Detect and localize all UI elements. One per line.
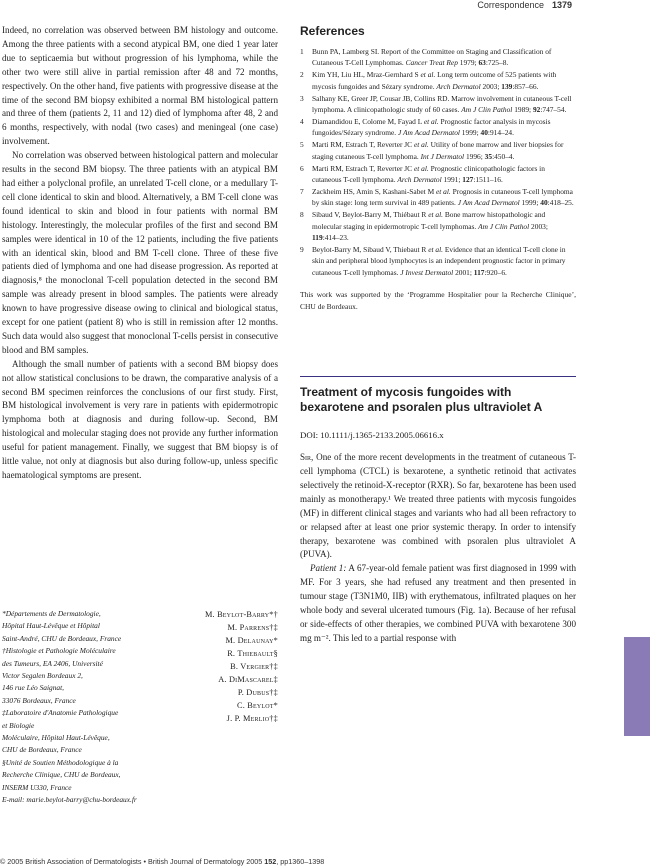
reference-pages: :414–23. [322, 233, 349, 242]
author-name: B. Vergier†‡ [230, 662, 278, 671]
reference-item [300, 244, 576, 278]
reference-etal: et al. [436, 186, 451, 196]
author-name: P. Dubus†‡ [237, 688, 278, 697]
patient-label: Patient 1: [310, 563, 347, 574]
reference-number: 2 [300, 70, 304, 80]
affiliation-line: Saint-André, CHU de Bordeaux, France [2, 633, 122, 643]
reference-number: 7 [300, 186, 304, 196]
reference-pages: :450–4. [492, 151, 515, 161]
footer-volume: 152 [264, 857, 277, 866]
reference-etal: et al. [413, 140, 429, 150]
reference-volume: 35 [484, 151, 493, 161]
reference-year: 1999; [461, 128, 479, 138]
reference-item [300, 139, 576, 162]
author-name: M. Beylot-Barry*† [204, 610, 278, 619]
affiliation-line: *Départements de Dermatologie, [2, 609, 101, 618]
reference-number: 3 [300, 93, 304, 103]
reference-year: 2003; [531, 221, 548, 231]
reference-authors: Beylot-Barry M, Sibaud V, Thiebaut R [312, 244, 427, 254]
reference-year: 1996; [465, 151, 483, 161]
right-column [300, 24, 576, 646]
reference-authors: Marti RM, Estrach T, Reverter JC [312, 163, 413, 173]
reference-journal: J Invest Dermatol [400, 267, 454, 277]
reference-item [300, 163, 576, 186]
header-section: Correspondence [477, 0, 544, 10]
reference-journal: Cancer Treat Rep [405, 58, 458, 68]
reference-etal: et al. [420, 70, 436, 80]
reference-authors: Sibaud V, Beylot-Barry M, Thiébaut R [312, 210, 427, 220]
body-paragraph: Although the small number of patients with a second BM biopsy does not allow statistical conclusions to be drawn, the comparative analysis of a second BM specimen reinforces the conclusions of our first study. First, BM histological involvement is very rare in patients with epidermotropic lymphoma both at diagnosis and during follow-up. Second, BM histological and molecular staging does not provide any further information useful for patient management. Finally, we suggest that BM biopsy is of little value, not only at diagnosis but also during follow-up, unless specific haematological symptoms are present. [2, 358, 278, 480]
affiliation-line: Hôpital Haut-Lévêque et Hôpital [2, 621, 100, 631]
reference-item [300, 209, 576, 243]
affiliation-line: des Tumeurs, EA 2406, Université [2, 658, 103, 668]
reference-etal: et al. [428, 210, 443, 220]
author-name: J. P. Merlio†‡ [226, 714, 278, 723]
section-tab-marker [624, 637, 650, 736]
reference-number: 4 [300, 116, 304, 126]
reference-number: 5 [300, 140, 304, 150]
reference-journal: Arch Dermatol [397, 174, 442, 184]
footer-pages: , pp1360–1398 [276, 857, 325, 866]
author-list [205, 608, 278, 725]
reference-journal: Arch Dermatol [436, 81, 481, 91]
reference-title: Long term outcome of 525 patients with mycosis fungoides and Sézary syndrome. [312, 70, 557, 91]
salutation: Sir, [300, 452, 314, 463]
reference-volume: 117 [473, 267, 485, 277]
reference-authors: Kim YH, Liu HL, Mraz-Gernhard S [312, 70, 419, 80]
author-name: C. Beylot* [236, 701, 278, 710]
funding-note: This work was supported by the ‘Programme Hospitalier pour la Recherche Clinique’, CHU de Bordeaux. [300, 290, 576, 312]
reference-authors: Zackheim HS, Amin S, Kashani-Sabet M [312, 186, 435, 196]
reference-item [300, 46, 576, 69]
reference-etal: et al. [428, 244, 443, 254]
author-name: M. Delaunay* [225, 636, 278, 645]
reference-volume: 92 [532, 105, 541, 115]
body-paragraph: Indeed, no correlation was observed between BM histology and outcome. Among the three patients with a second atypical BM, one died 1 year later due to septicaemia but without progression of his lymphoma, while the other two were still alive in partial remission after 48 and 72 months, respectively. On the other hand, five patients with progressive disease at the time of the second BM biopsy exhibited a normal BM histological pattern and three of them (patients 2, 11 and 12) died of lymphoma after 48, 2 and 6 months, respectively, with nodal (two cases) and meningeal (one case) involvement. [2, 25, 278, 147]
article-text: A 67-year-old female patient was first diagnosed in 1999 with MF. For 3 years, she had refused any treatment and then presented in tumour stage (T3N1M0, IIB) with erythematous, infiltrated plaques on her whole body and several ulcerated tumours (Fig. 1a). Because of her refusal or side-effects of other therapies, we combined PUVA with bexarotene 300 mg m⁻². This led to a partial response with [300, 563, 576, 643]
reference-volume: 139 [501, 81, 513, 91]
reference-authors: Diamandidou E, Colome M, Fayad L [312, 116, 422, 126]
reference-authors: Salhany KE, Greer JP, Cousar JB, Collins RD. Marrow involvement in cutaneous T-cell lymphoma. A clinicopathologic study of 60 cases. [312, 93, 572, 115]
reference-number: 1 [300, 47, 304, 56]
reference-title: Prognostic factor analysis in mycosis fungoides/Sézary syndrome. [312, 116, 551, 138]
reference-volume: 40 [540, 198, 548, 208]
reference-volume: 40 [480, 128, 488, 138]
reference-pages: :857–66. [512, 81, 539, 91]
reference-item [300, 186, 576, 209]
references-heading: References [300, 24, 365, 38]
article-text: One of the more recent developments in the treatment of cutaneous T-cell lymphoma (CTCL) is bexarotene, a synthetic retinoid that activates selectively the retinoid-X-receptor (RXR). So far, bexarotene has been used mainly as monotherapy.¹ We treated three patients with mycosis fungoides (MF) in different clinical stages and variants who had all been refractory to or relapsed after at least one prior systemic therapy. In order to intensify therapy, bexarotene was combined with psoralen plus ultraviolet A (PUVA). [300, 452, 576, 560]
affiliation-line: 33076 Bordeaux, France [2, 695, 76, 705]
affiliation-line: §Unité de Soutien Méthodologique à la [2, 757, 119, 767]
body-paragraph: No correlation was observed between histological pattern and molecular results in the second BM biopsy. The three patients with an atypical BM had either a polyclonal profile, an unrelated T-cell clone, or a medullary T-cell clone identical to skin and blood. Alternatively, a BM T-cell clone was found identical to skin and blood in four patients with normal BM histology. Interestingly, the molecular profiles of the first and second BM samples were identical in 10 of the 12 patients, including the five patients with an identical skin, blood and BM T-cell clone. Three of these five patients died of lymphoma and one had disease progression. As reported at diagnosis,⁸ the monoclonal T-cell population detected in the second BM sample was already present in blood samples. The patients were already known to have progressive disease owing to clinical and biological status, except for one patient (patient 8) who is still in remission after 12 months. Such data would also suggest that monoclonal T-cells persist in consecutive blood and BM samples. [2, 150, 278, 355]
affiliation-line: 146 rue Léo Saignat, [2, 683, 64, 693]
reference-year: 1979; [459, 58, 477, 68]
reference-volume: 63 [478, 58, 486, 68]
reference-title: Prognostic clinicopathologic factors in cutaneous T-cell lymphoma. [312, 163, 545, 184]
reference-year: 2001; [455, 267, 472, 277]
reference-title: Bone marrow histopathologic and molecular staging in epidermotropic T-cell lymphomas. [312, 210, 546, 231]
reference-etal: et al. [423, 116, 439, 126]
affiliation-list [2, 608, 152, 807]
affiliation-line: ‡Laboratoire d'Anatomie Pathologique [2, 708, 119, 718]
reference-journal: Am J Clin Pathol [478, 221, 530, 231]
article-paragraph [300, 451, 576, 562]
reference-volume: 119 [312, 233, 323, 242]
reference-pages: :914–24. [487, 128, 514, 138]
reference-pages: :747–54. [540, 105, 567, 115]
affiliation-line: Victor Segalen Bordeaux 2, [2, 671, 83, 681]
reference-year: 1989; [514, 105, 532, 115]
page-number: 1379 [551, 0, 572, 10]
reference-number: 8 [300, 210, 304, 220]
reference-number: 6 [300, 163, 304, 173]
reference-authors: Marti RM, Estrach T, Reverter JC [312, 140, 413, 150]
author-name: R. Thiebault§ [227, 649, 278, 658]
reference-item [300, 93, 576, 116]
reference-pages: :418–25. [547, 198, 574, 208]
affiliation-line: Recherche Clinique, CHU de Bordeaux, [2, 770, 121, 780]
reference-number: 9 [300, 244, 304, 254]
reference-year: 1999; [521, 198, 539, 208]
author-name: M. Parrens†‡ [227, 623, 278, 632]
reference-year: 1991; [443, 174, 461, 184]
affiliation-line: †Histologie et Pathologie Moléculaire [2, 646, 116, 656]
affiliation-line: CHU de Bordeaux, France [2, 745, 82, 755]
email-line: E-mail: marie.beylot-barry@chu-bordeaux.fr [2, 795, 137, 805]
article-title: Treatment of mycosis fungoides with bexarotene and psoralen plus ultraviolet A [300, 385, 543, 414]
reference-journal: J Am Acad Dermatol [398, 128, 460, 138]
reference-pages: :1511–16. [473, 174, 503, 184]
reference-item [300, 69, 576, 92]
author-name: A. DiMascarel‡ [218, 675, 278, 684]
affiliation-line: INSERM U330, France [2, 782, 72, 792]
running-header [477, 0, 572, 10]
reference-list [300, 46, 576, 278]
reference-item [300, 116, 576, 139]
affiliation-line: et Biologie [2, 720, 35, 730]
left-column [2, 24, 278, 483]
article-paragraph [300, 562, 576, 645]
reference-title: Utility of bone marrow and liver biopsies for staging cutaneous T-cell lymphoma. [312, 140, 564, 161]
reference-pages: :920–6. [484, 267, 507, 277]
footer-text: © 2005 British Association of Dermatologists • British Journal of Dermatology 2005 [0, 857, 263, 866]
reference-etal: et al. [413, 163, 429, 173]
reference-volume: 127 [462, 174, 474, 184]
article-doi: DOI: 10.1111/j.1365-2133.2005.06616.x [300, 430, 444, 441]
reference-journal: Am J Clin Pathol [461, 105, 513, 115]
reference-journal: J Am Acad Dermatol [457, 198, 520, 208]
section-divider [300, 376, 576, 377]
reference-pages: :725–8. [485, 58, 509, 68]
reference-title: Prognosis in cutaneous T-cell lymphoma by skin stage: long term survival in 489 patients. [312, 186, 573, 208]
reference-journal: Int J Dermatol [420, 151, 465, 161]
affiliation-line: Moléculaire, Hôpital Haut-Lévêque, [2, 733, 110, 743]
reference-title: Evidence that an identical T-cell clone in skin and peripheral blood lymphocytes is an independent prognostic factor in primary cutaneous T-cell lymphomas. [312, 244, 566, 277]
reference-year: 2003; [482, 81, 500, 91]
reference-authors: Bunn PA, Lamberg SI. Report of the Committee on Staging and Classification of Cutaneous T-Cell Lymphomas. [312, 47, 552, 68]
page-footer [0, 857, 324, 866]
